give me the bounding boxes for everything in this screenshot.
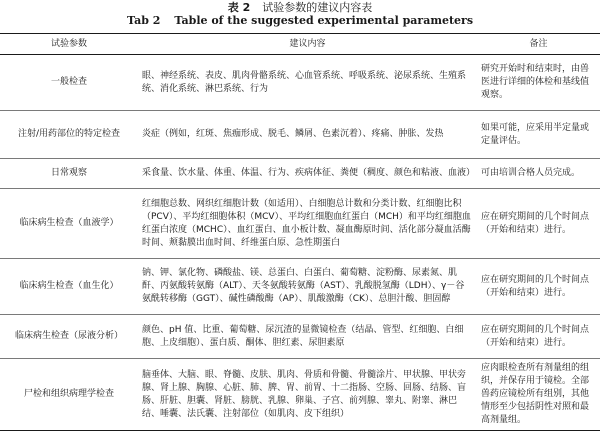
- parameter-cell: 日常观察: [0, 159, 138, 189]
- table-number-cn: 表 2: [227, 1, 251, 14]
- table-title-en: Table of the suggested experimental parameters: [174, 14, 474, 27]
- note-cell: 如果可能，应采用半定量或定量评估。: [477, 111, 600, 159]
- parameter-cell: 临床病生检查（血液学）: [0, 189, 138, 259]
- content-cell: 采食量、饮水量、体重、体温、行为、疾病体征、粪便（稠度、颜色和粘液、血液）: [138, 159, 477, 189]
- content-cell: 钠、钾、氯化物、磷酸盐、镁、总蛋白、白蛋白、葡萄糖、淀粉酶、尿素氮、肌酐、丙氨酸转氨酶（ALT）、天冬氨酸转氨酶（AST）、乳酸脱氢酶（LDH）、γ－谷氨酰转移酶（GGT）、碱性磷酸酶（AP）、肌酸激酶（CK）、总胆汁酸、胆固醇: [138, 259, 477, 315]
- header-row: [0, 34, 600, 55]
- column-header-note: 备注: [477, 34, 600, 55]
- table-row: [0, 189, 600, 259]
- column-header-content: 建议内容: [138, 34, 477, 55]
- table-row: [0, 55, 600, 111]
- content-cell: 眼、神经系统、表皮、肌肉骨骼系统、心血管系统、呼吸系统、泌尿系统、生殖系统、消化系统、淋巴系统、行为: [138, 55, 477, 111]
- column-header-parameter: 试验参数: [0, 34, 138, 55]
- caption-english: [0, 14, 600, 27]
- parameters-table: [0, 33, 600, 431]
- note-cell: 应在研究期间的几个时间点（开始和结束）进行。: [477, 315, 600, 359]
- note-cell: 应在研究期间的几个时间点（开始和结束）进行。: [477, 259, 600, 315]
- table-row: [0, 315, 600, 359]
- table-row: [0, 111, 600, 159]
- note-cell: 研究开始时和结束时，由兽医进行详细的体检和基线值观察。: [477, 55, 600, 111]
- content-cell: 脑垂体、大脑、眼、脊髓、皮肤、肌肉、骨质和骨髓、骨髓涂片、甲状腺、甲状旁腺、肾上腺、胸腺、心脏、肺、脾、胃、前胃、十二指肠、空肠、回肠、结肠、盲肠、肝脏、胆囊、肾脏、膀胱、乳腺、卵巢、子宫、前列腺、睾丸、附睾、淋巴结、唾囊、法氏囊、注射部位（如肌肉、皮下组织）: [138, 359, 477, 431]
- table-number-en: Tab 2: [126, 14, 161, 27]
- content-cell: 炎症（例如，红斑、焦痂形成、脱毛、鳞屑、色素沉着）、疼痛、肿胀、发热: [138, 111, 477, 159]
- table-title-cn: 试验参数的建议内容表: [262, 1, 373, 14]
- parameter-cell: 临床病生检查（尿液分析）: [0, 315, 138, 359]
- note-cell: 应肉眼检查所有剂量组的组织，并保存用于镜检。全部兽药应镜检所有组别，其他情形至少包括阴性对照和最高剂量组。: [477, 359, 600, 431]
- content-cell: 颜色、pH 值、比重、葡萄糖、尿沉渣的显微镜检查（结晶、管型、红细胞、白细胞、上皮细胞）、蛋白质、酮体、胆红素、尿胆素原: [138, 315, 477, 359]
- parameter-cell: 注射/用药部位的特定检查: [0, 111, 138, 159]
- content-cell: 红细胞总数、网织红细胞计数（如适用）、白细胞总计数和分类计数、红细胞比积（PCV）、平均红细胞体积（MCV）、平均红细胞血红蛋白（MCH）和平均红细胞血红蛋白浓度（MCHC）、血红蛋白、血小板计数、凝血酶原时间、活化部分凝血活酶时间、颊黏膜出血时间、纤维蛋白原、急性期蛋白: [138, 189, 477, 259]
- caption-chinese: [0, 1, 600, 14]
- note-cell: 可由培训合格人员完成。: [477, 159, 600, 189]
- table-row: [0, 159, 600, 189]
- table-row: [0, 359, 600, 431]
- parameter-cell: 尸检和组织病理学检查: [0, 359, 138, 431]
- parameter-cell: 临床病生检查（血生化）: [0, 259, 138, 315]
- note-cell: 应在研究期间的几个时间点（开始和结束）进行。: [477, 189, 600, 259]
- parameter-cell: 一般检查: [0, 55, 138, 111]
- table-row: [0, 259, 600, 315]
